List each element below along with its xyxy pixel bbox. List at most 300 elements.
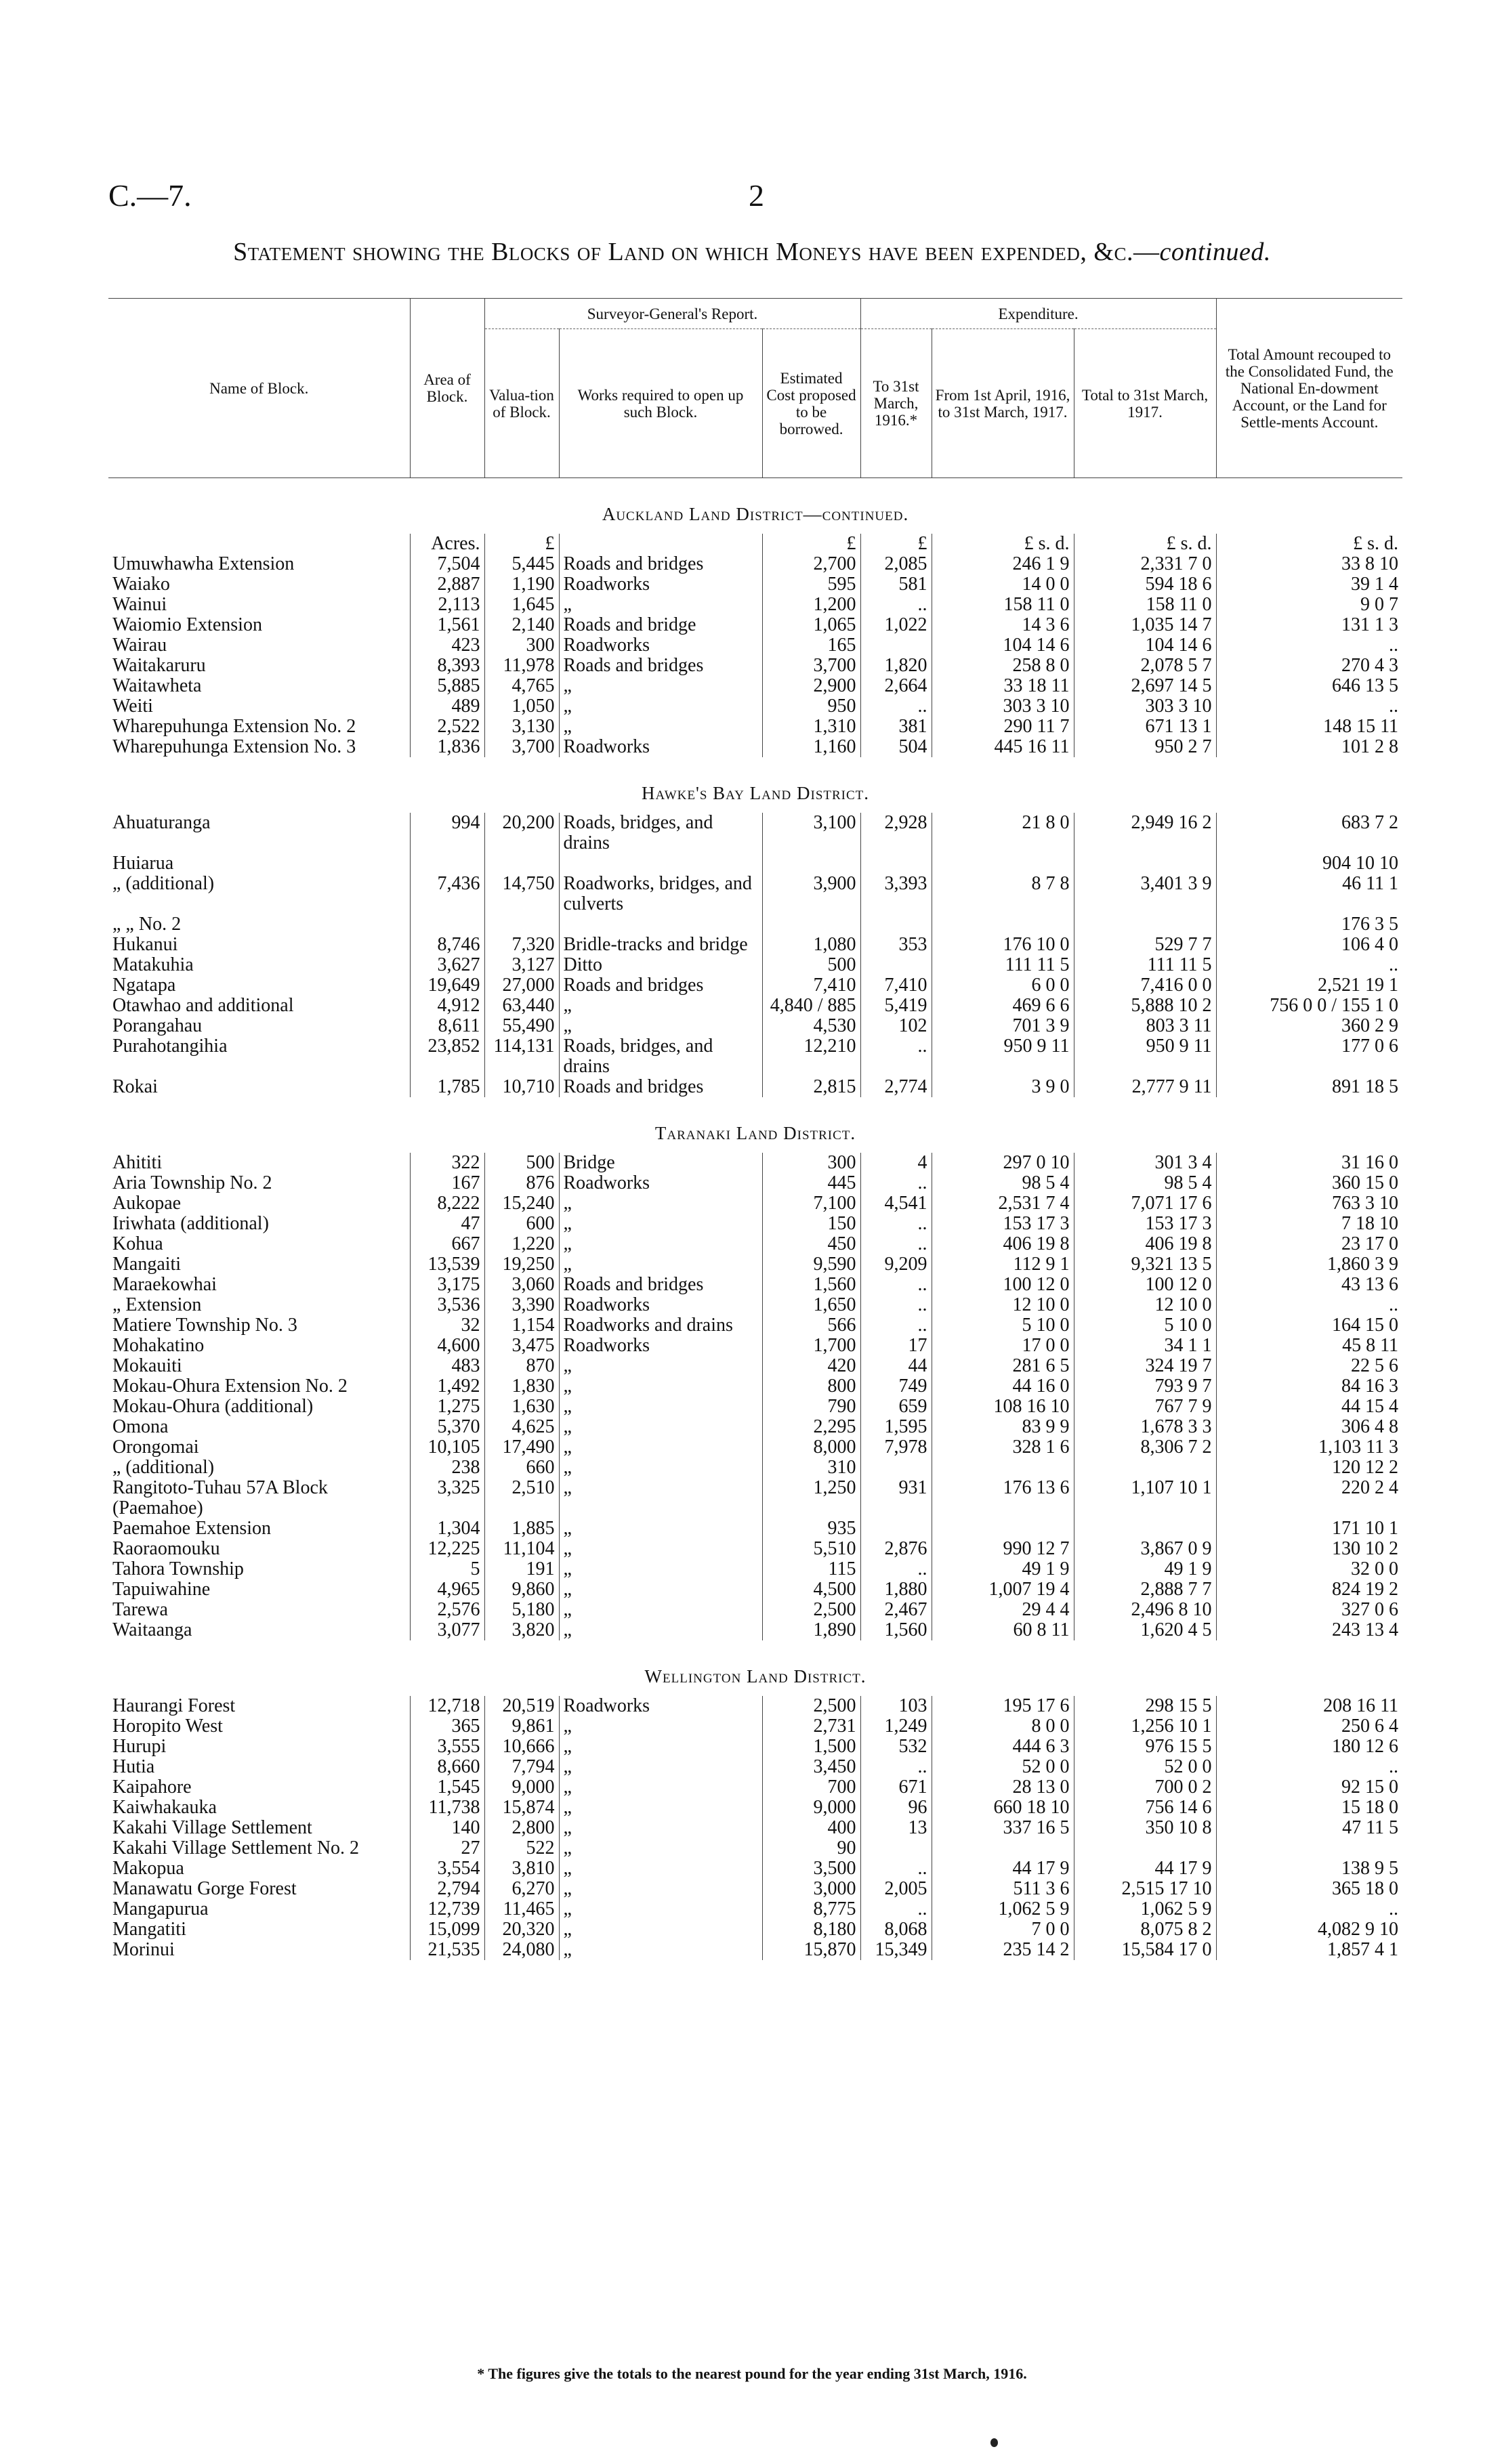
table-row <box>108 635 1402 656</box>
recouped: 120 12 2 <box>1332 1458 1399 1478</box>
valuation: 10,666 <box>484 1737 559 1757</box>
total-1917: 671 13 1 <box>1074 717 1216 737</box>
to-1916 <box>860 914 932 935</box>
to-1916: .. <box>860 1315 932 1336</box>
estimated-cost: 3,450 <box>762 1757 860 1777</box>
to-1916: 1,022 <box>860 615 932 635</box>
to-1916: .. <box>860 1036 932 1077</box>
estimated-cost: 2,815 <box>762 1077 860 1097</box>
to-1916: 4 <box>860 1153 932 1173</box>
area: 8,222 <box>410 1193 484 1214</box>
area: 32 <box>410 1315 484 1336</box>
block-name: Hurupi <box>108 1737 410 1757</box>
valuation: 1,154 <box>484 1315 559 1336</box>
table-row <box>108 1579 1402 1600</box>
to-1916: 13 <box>860 1818 932 1838</box>
works: „ <box>559 1600 762 1620</box>
to-1916: .. <box>860 1899 932 1919</box>
area: 2,113 <box>410 595 484 615</box>
valuation: 20,200 <box>484 813 559 853</box>
works: „ <box>559 1620 762 1640</box>
to-1916 <box>860 1458 932 1478</box>
recouped: 171 10 1 <box>1332 1518 1399 1539</box>
district-heading <box>108 478 1402 534</box>
estimated-cost: 4,500 <box>762 1579 860 1600</box>
area: 12,718 <box>410 1696 484 1716</box>
table-row <box>108 1437 1402 1458</box>
from-1916: 49 1 9 <box>932 1559 1074 1579</box>
estimated-cost: 1,560 <box>762 1275 860 1295</box>
total-1917: 12 10 0 <box>1074 1295 1216 1315</box>
valuation: 1,630 <box>484 1397 559 1417</box>
recouped: 9 0 7 <box>1360 595 1399 615</box>
total-1917: 15,584 17 0 <box>1074 1940 1216 1960</box>
total-1917: 1,620 4 5 <box>1074 1620 1216 1640</box>
from-1916: 6 0 0 <box>932 975 1074 996</box>
block-name: Tahora Township <box>108 1559 410 1579</box>
valuation: 15,874 <box>484 1798 559 1818</box>
table-row <box>108 955 1402 975</box>
valuation: 24,080 <box>484 1940 559 1960</box>
block-name: Hukanui <box>108 935 410 955</box>
to-1916: 581 <box>860 574 932 595</box>
estimated-cost: 90 <box>762 1838 860 1858</box>
estimated-cost: 595 <box>762 574 860 595</box>
col-recouped: Total Amount recouped to the Consolidated Fund, the National En-dowment Account, or the Land for Settle-ments Account. <box>1216 299 1402 478</box>
works: „ <box>559 1458 762 1478</box>
area: 8,611 <box>410 1016 484 1036</box>
recouped: 646 13 5 <box>1332 676 1399 696</box>
table-row <box>108 1295 1402 1315</box>
area: 3,175 <box>410 1275 484 1295</box>
recouped: 360 2 9 <box>1341 1016 1399 1036</box>
estimated-cost: 1,890 <box>762 1620 860 1640</box>
from-1916: 176 10 0 <box>932 935 1074 955</box>
recouped: 44 15 4 <box>1341 1397 1399 1417</box>
recouped: 43 13 6 <box>1341 1275 1399 1295</box>
from-1916: 17 0 0 <box>932 1336 1074 1356</box>
block-name: Iriwhata (additional) <box>108 1214 410 1234</box>
table-row <box>108 1696 1402 1716</box>
table-row <box>108 717 1402 737</box>
total-1917: 2,949 16 2 <box>1074 813 1216 853</box>
total-1917: 324 19 7 <box>1074 1356 1216 1376</box>
block-name: Haurangi Forest <box>108 1696 410 1716</box>
total-1917: 1,256 10 1 <box>1074 1716 1216 1737</box>
block-name: Makopua <box>108 1858 410 1879</box>
total-1917: 9,321 13 5 <box>1074 1254 1216 1275</box>
table-row <box>108 1539 1402 1559</box>
statement-title-text: Statement showing the Blocks of Land on which Moneys have been expended, &c.— <box>233 238 1160 266</box>
valuation: 1,220 <box>484 1234 559 1254</box>
recouped: 22 5 6 <box>1351 1356 1399 1376</box>
table-row <box>108 1254 1402 1275</box>
total-1917: 3,867 0 9 <box>1074 1539 1216 1559</box>
from-1916: 990 12 7 <box>932 1539 1074 1559</box>
to-1916: .. <box>860 1214 932 1234</box>
valuation: 17,490 <box>484 1437 559 1458</box>
block-name: Umuwhawha Extension <box>108 554 410 574</box>
area: 11,738 <box>410 1798 484 1818</box>
works: „ <box>559 1356 762 1376</box>
to-1916: 103 <box>860 1696 932 1716</box>
total-1917: 2,515 17 10 <box>1074 1879 1216 1899</box>
works: „ <box>559 1757 762 1777</box>
col-estimated: Estimated Cost proposed to be borrowed. <box>762 329 860 478</box>
works: Roadworks <box>559 1336 762 1356</box>
table-row <box>108 1315 1402 1336</box>
from-1916: 158 11 0 <box>932 595 1074 615</box>
units-cell: £ s. d. <box>1353 534 1399 554</box>
to-1916: .. <box>860 1858 932 1879</box>
recouped: 904 10 10 <box>1322 853 1399 874</box>
table-row <box>108 1275 1402 1295</box>
recouped: 2,521 19 1 <box>1318 975 1399 996</box>
from-1916: 2,531 7 4 <box>932 1193 1074 1214</box>
table-row <box>108 1716 1402 1737</box>
col-expenditure: Expenditure. <box>860 299 1216 329</box>
valuation: 63,440 <box>484 996 559 1016</box>
works: „ <box>559 1214 762 1234</box>
district-heading <box>108 1097 1402 1153</box>
valuation: 2,510 <box>484 1478 559 1518</box>
area: 7,504 <box>410 554 484 574</box>
to-1916: 749 <box>860 1376 932 1397</box>
block-name: Aukopae <box>108 1193 410 1214</box>
block-name: Wharepuhunga Extension No. 2 <box>108 717 410 737</box>
area: 167 <box>410 1173 484 1193</box>
works: „ <box>559 1397 762 1417</box>
estimated-cost: 2,900 <box>762 676 860 696</box>
to-1916: 7,978 <box>860 1437 932 1458</box>
works <box>559 914 762 935</box>
to-1916: 1,820 <box>860 656 932 676</box>
recouped: 164 15 0 <box>1332 1315 1399 1336</box>
area: 27 <box>410 1838 484 1858</box>
page-mark <box>990 2438 998 2447</box>
block-name: Ahititi <box>108 1153 410 1173</box>
table-row <box>108 1838 1402 1858</box>
to-1916: 504 <box>860 737 932 757</box>
from-1916: 44 17 9 <box>932 1858 1074 1879</box>
area: 2,794 <box>410 1879 484 1899</box>
block-name: Waitawheta <box>108 676 410 696</box>
estimated-cost: 3,500 <box>762 1858 860 1879</box>
from-1916 <box>932 1838 1074 1858</box>
table-row <box>108 914 1402 935</box>
recouped: 177 0 6 <box>1341 1036 1399 1057</box>
total-1917: 5,888 10 2 <box>1074 996 1216 1016</box>
estimated-cost: 7,410 <box>762 975 860 996</box>
from-1916: 176 13 6 <box>932 1478 1074 1518</box>
block-name: Kakahi Village Settlement <box>108 1818 410 1838</box>
from-1916: 111 11 5 <box>932 955 1074 975</box>
from-1916: 83 9 9 <box>932 1417 1074 1437</box>
to-1916: 102 <box>860 1016 932 1036</box>
estimated-cost: 445 <box>762 1173 860 1193</box>
works: Roadworks and drains <box>559 1315 762 1336</box>
block-name: Waitakaruru <box>108 656 410 676</box>
area: 47 <box>410 1214 484 1234</box>
from-1916: 104 14 6 <box>932 635 1074 656</box>
to-1916: 2,664 <box>860 676 932 696</box>
table-row <box>108 1818 1402 1838</box>
works: Roadworks <box>559 1696 762 1716</box>
from-1916: 511 3 6 <box>932 1879 1074 1899</box>
units-cell: £ s. d. <box>932 534 1074 554</box>
estimated-cost <box>762 914 860 935</box>
estimated-cost: 1,200 <box>762 595 860 615</box>
from-1916: 701 3 9 <box>932 1016 1074 1036</box>
total-1917: 350 10 8 <box>1074 1818 1216 1838</box>
table-row <box>108 1336 1402 1356</box>
valuation: 1,830 <box>484 1376 559 1397</box>
total-1917 <box>1074 1518 1216 1539</box>
recouped: .. <box>1389 635 1399 656</box>
block-name: Morinui <box>108 1940 410 1960</box>
total-1917: 7,071 17 6 <box>1074 1193 1216 1214</box>
valuation: 15,240 <box>484 1193 559 1214</box>
recouped: .. <box>1389 1757 1399 1777</box>
table-row <box>108 574 1402 595</box>
from-1916: 297 0 10 <box>932 1153 1074 1173</box>
recouped: 180 12 6 <box>1332 1737 1399 1757</box>
area: 3,077 <box>410 1620 484 1640</box>
table-row <box>108 615 1402 635</box>
col-area: Area of Block. <box>410 299 484 478</box>
recouped: .. <box>1389 696 1399 717</box>
valuation: 600 <box>484 1214 559 1234</box>
valuation: 1,645 <box>484 595 559 615</box>
total-1917: 158 11 0 <box>1074 595 1216 615</box>
block-name: Orongomai <box>108 1437 410 1458</box>
to-1916: 44 <box>860 1356 932 1376</box>
to-1916: 15,349 <box>860 1940 932 1960</box>
works: „ <box>559 1940 762 1960</box>
table-row <box>108 1214 1402 1234</box>
total-1917: 2,697 14 5 <box>1074 676 1216 696</box>
from-1916: 337 16 5 <box>932 1818 1074 1838</box>
total-1917: 529 7 7 <box>1074 935 1216 955</box>
col-surveyor-general: Surveyor-General's Report. <box>484 299 860 329</box>
valuation: 4,625 <box>484 1417 559 1437</box>
valuation: 2,800 <box>484 1818 559 1838</box>
from-1916: 7 0 0 <box>932 1919 1074 1940</box>
from-1916 <box>932 914 1074 935</box>
total-1917: 793 9 7 <box>1074 1376 1216 1397</box>
works: „ <box>559 1879 762 1899</box>
to-1916: 7,410 <box>860 975 932 996</box>
valuation: 114,131 <box>484 1036 559 1077</box>
works: Roadworks <box>559 574 762 595</box>
units-cell: £ s. d. <box>1074 534 1216 554</box>
block-name: Mokauiti <box>108 1356 410 1376</box>
to-1916 <box>860 955 932 975</box>
block-name: Huiarua <box>108 853 410 874</box>
to-1916: 659 <box>860 1397 932 1417</box>
district-title: Taranaki Land District. <box>654 1123 856 1143</box>
estimated-cost: 800 <box>762 1376 860 1397</box>
valuation: 11,465 <box>484 1899 559 1919</box>
table-row <box>108 1356 1402 1376</box>
block-name: Mohakatino <box>108 1336 410 1356</box>
works: „ <box>559 1579 762 1600</box>
works: Roads and bridge <box>559 615 762 635</box>
valuation: 10,710 <box>484 1077 559 1097</box>
valuation: 7,320 <box>484 935 559 955</box>
estimated-cost: 1,250 <box>762 1478 860 1518</box>
block-name: Matakuhia <box>108 955 410 975</box>
block-name: „ „ No. 2 <box>108 914 410 935</box>
valuation: 20,320 <box>484 1919 559 1940</box>
area: 4,912 <box>410 996 484 1016</box>
to-1916: 2,876 <box>860 1539 932 1559</box>
works: „ <box>559 1254 762 1275</box>
table-row <box>108 1919 1402 1940</box>
recouped: 101 2 8 <box>1341 737 1399 757</box>
to-1916: 2,467 <box>860 1600 932 1620</box>
works: Bridge <box>559 1153 762 1173</box>
recouped: 138 9 5 <box>1341 1858 1399 1879</box>
block-name: Mangaiti <box>108 1254 410 1275</box>
recouped: 92 15 0 <box>1341 1777 1399 1798</box>
block-name: Raoraomouku <box>108 1539 410 1559</box>
from-1916: 660 18 10 <box>932 1798 1074 1818</box>
estimated-cost: 5,510 <box>762 1539 860 1559</box>
estimated-cost: 2,500 <box>762 1600 860 1620</box>
works: „ <box>559 1919 762 1940</box>
works: „ <box>559 1737 762 1757</box>
to-1916: 9,209 <box>860 1254 932 1275</box>
col-total-1917: Total to 31st March, 1917. <box>1074 329 1216 478</box>
block-name: Omona <box>108 1417 410 1437</box>
area: 483 <box>410 1356 484 1376</box>
district-title: Auckland Land District—continued. <box>602 504 909 524</box>
to-1916: .. <box>860 1757 932 1777</box>
total-1917: 100 12 0 <box>1074 1275 1216 1295</box>
total-1917: 98 5 4 <box>1074 1173 1216 1193</box>
area: 667 <box>410 1234 484 1254</box>
valuation: 9,000 <box>484 1777 559 1798</box>
recouped: 148 15 11 <box>1323 717 1399 737</box>
to-1916: .. <box>860 1295 932 1315</box>
table-row <box>108 1940 1402 1960</box>
block-name: Waiomio Extension <box>108 615 410 635</box>
works: Roadworks <box>559 737 762 757</box>
works: „ <box>559 1437 762 1458</box>
area: 8,746 <box>410 935 484 955</box>
to-1916: 3,393 <box>860 874 932 914</box>
from-1916: 33 18 11 <box>932 676 1074 696</box>
total-1917: 303 3 10 <box>1074 696 1216 717</box>
area: 4,965 <box>410 1579 484 1600</box>
total-1917: 950 9 11 <box>1074 1036 1216 1077</box>
works: Roadworks <box>559 1173 762 1193</box>
area: 140 <box>410 1818 484 1838</box>
from-1916: 8 7 8 <box>932 874 1074 914</box>
valuation: 9,861 <box>484 1716 559 1737</box>
table-row <box>108 1858 1402 1879</box>
recouped: 306 4 8 <box>1341 1417 1399 1437</box>
from-1916: 52 0 0 <box>932 1757 1074 1777</box>
col-from-1916: From 1st April, 1916, to 31st March, 1917. <box>932 329 1074 478</box>
estimated-cost: 15,870 <box>762 1940 860 1960</box>
works: „ <box>559 996 762 1016</box>
statement-title-continued: continued. <box>1159 238 1271 266</box>
block-name: Paemahoe Extension <box>108 1518 410 1539</box>
footnote: * The figures give the totals to the nearest pound for the year ending 31st March, 1916. <box>477 2365 1027 2382</box>
table-row <box>108 595 1402 615</box>
total-1917: 49 1 9 <box>1074 1559 1216 1579</box>
from-1916: 28 13 0 <box>932 1777 1074 1798</box>
from-1916: 153 17 3 <box>932 1214 1074 1234</box>
total-1917: 594 18 6 <box>1074 574 1216 595</box>
table-row <box>108 1600 1402 1620</box>
valuation: 3,390 <box>484 1295 559 1315</box>
to-1916: 381 <box>860 717 932 737</box>
total-1917: 2,888 7 7 <box>1074 1579 1216 1600</box>
table-row <box>108 1193 1402 1214</box>
from-1916: 469 6 6 <box>932 996 1074 1016</box>
total-1917: 8,075 8 2 <box>1074 1919 1216 1940</box>
to-1916: 1,595 <box>860 1417 932 1437</box>
block-name: Hutia <box>108 1757 410 1777</box>
valuation: 1,190 <box>484 574 559 595</box>
area: 2,887 <box>410 574 484 595</box>
block-name: „ (additional) <box>108 1458 410 1478</box>
to-1916 <box>860 853 932 874</box>
from-1916: 5 10 0 <box>932 1315 1074 1336</box>
area: 5,885 <box>410 676 484 696</box>
valuation: 3,060 <box>484 1275 559 1295</box>
total-1917: 1,107 10 1 <box>1074 1478 1216 1518</box>
valuation: 2,140 <box>484 615 559 635</box>
works: Roads and bridges <box>559 554 762 574</box>
total-1917: 153 17 3 <box>1074 1214 1216 1234</box>
works: „ <box>559 717 762 737</box>
total-1917: 2,496 8 10 <box>1074 1600 1216 1620</box>
table-row <box>108 1757 1402 1777</box>
from-1916: 100 12 0 <box>932 1275 1074 1295</box>
recouped: 176 3 5 <box>1341 914 1399 935</box>
recouped: 243 13 4 <box>1332 1620 1399 1640</box>
estimated-cost: 3,700 <box>762 656 860 676</box>
table-row <box>108 1234 1402 1254</box>
block-name: Kakahi Village Settlement No. 2 <box>108 1838 410 1858</box>
total-1917: 104 14 6 <box>1074 635 1216 656</box>
recouped: .. <box>1389 1899 1399 1919</box>
works: „ <box>559 1777 762 1798</box>
valuation: 7,794 <box>484 1757 559 1777</box>
estimated-cost: 8,000 <box>762 1437 860 1458</box>
block-name: Rangitoto-Tuhau 57A Block (Paemahoe) <box>108 1478 410 1518</box>
recouped: 39 1 4 <box>1351 574 1399 595</box>
estimated-cost: 310 <box>762 1458 860 1478</box>
valuation: 11,104 <box>484 1539 559 1559</box>
block-name: „ Extension <box>108 1295 410 1315</box>
block-name: Waiako <box>108 574 410 595</box>
estimated-cost: 7,100 <box>762 1193 860 1214</box>
recouped: 47 11 5 <box>1342 1818 1399 1838</box>
table-row <box>108 996 1402 1016</box>
block-name: Purahotangihia <box>108 1036 410 1077</box>
total-1917: 1,062 5 9 <box>1074 1899 1216 1919</box>
units-cell: Acres. <box>410 534 484 554</box>
to-1916: .. <box>860 1234 932 1254</box>
table-row <box>108 1376 1402 1397</box>
area <box>410 914 484 935</box>
block-name: Wairau <box>108 635 410 656</box>
